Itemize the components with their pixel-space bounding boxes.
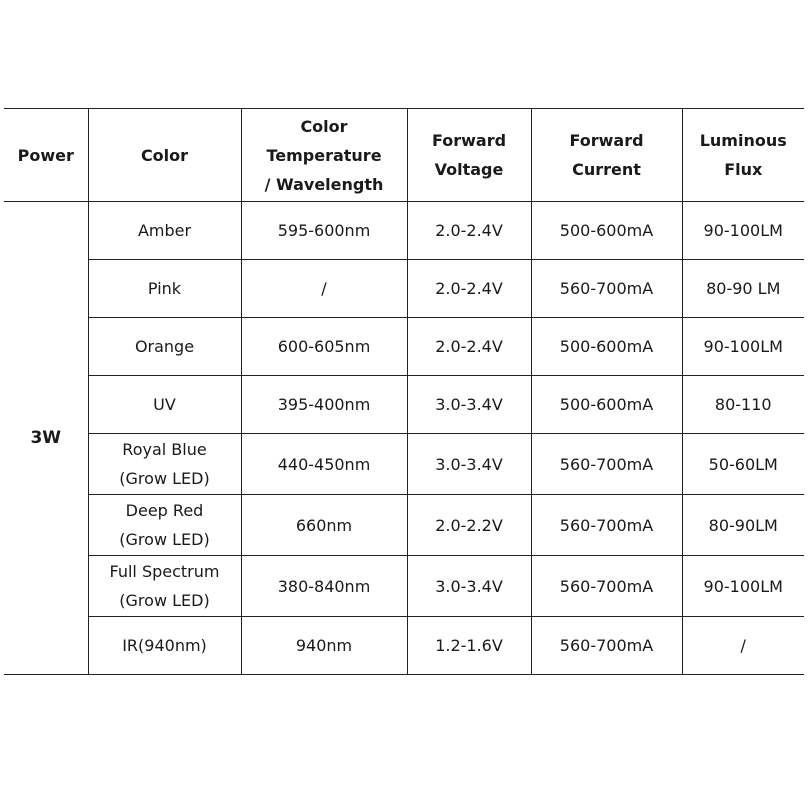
voltage-cell: 2.0-2.4V xyxy=(407,260,531,318)
header-current-line: Current xyxy=(572,160,641,179)
header-color: Color xyxy=(88,109,241,202)
current-cell: 500-600mA xyxy=(531,376,682,434)
current-cell: 560-700mA xyxy=(531,260,682,318)
flux-cell: / xyxy=(682,617,804,675)
color-cell xyxy=(88,495,241,556)
wavelength-cell: / xyxy=(241,260,407,318)
wavelength-cell: 380-840nm xyxy=(241,556,407,617)
current-cell: 560-700mA xyxy=(531,556,682,617)
header-row xyxy=(4,109,804,202)
color-cell xyxy=(88,556,241,617)
voltage-cell: 2.0-2.4V xyxy=(407,318,531,376)
voltage-cell: 2.0-2.4V xyxy=(407,202,531,260)
color-cell-line: IR(940nm) xyxy=(122,636,207,655)
current-cell: 500-600mA xyxy=(531,318,682,376)
color-cell xyxy=(88,260,241,318)
table-row xyxy=(4,556,804,617)
voltage-cell: 1.2-1.6V xyxy=(407,617,531,675)
flux-cell: 80-90LM xyxy=(682,495,804,556)
wavelength-cell: 660nm xyxy=(241,495,407,556)
voltage-cell: 3.0-3.4V xyxy=(407,434,531,495)
voltage-cell: 2.0-2.2V xyxy=(407,495,531,556)
color-cell-line: Royal Blue xyxy=(122,440,207,459)
header-temperature-line: Color xyxy=(300,116,348,136)
current-cell: 560-700mA xyxy=(531,434,682,495)
flux-cell: 90-100LM xyxy=(682,202,804,260)
color-cell-line: Orange xyxy=(134,337,195,356)
flux-cell: 80-90 LM xyxy=(682,260,804,318)
header-voltage-line: Forward xyxy=(431,131,507,150)
color-cell xyxy=(88,318,241,376)
header-voltage-line: Voltage xyxy=(434,160,504,179)
color-cell-line: (Grow LED) xyxy=(119,530,210,549)
power-cell: 3W xyxy=(4,202,88,675)
color-cell xyxy=(88,202,241,260)
header-temperature xyxy=(241,109,407,202)
color-cell-line: (Grow LED) xyxy=(119,591,210,610)
header-temperature-line: / Wavelength xyxy=(264,174,384,194)
color-cell xyxy=(88,376,241,434)
wavelength-cell: 440-450nm xyxy=(241,434,407,495)
table-row xyxy=(4,434,804,495)
color-cell-line: Pink xyxy=(147,279,182,298)
header-temperature-line: Temperature xyxy=(266,145,382,165)
table-row xyxy=(4,202,804,260)
header-current xyxy=(531,109,682,202)
led-spec-table xyxy=(4,108,804,675)
color-cell xyxy=(88,434,241,495)
wavelength-cell: 600-605nm xyxy=(241,318,407,376)
color-cell-line: Full Spectrum xyxy=(109,562,220,581)
header-current-line: Forward xyxy=(569,131,644,150)
header-flux-line: Flux xyxy=(724,160,763,179)
header-voltage xyxy=(407,109,531,202)
voltage-cell: 3.0-3.4V xyxy=(407,376,531,434)
current-cell: 500-600mA xyxy=(531,202,682,260)
table-row xyxy=(4,260,804,318)
current-cell: 560-700mA xyxy=(531,495,682,556)
wavelength-cell: 595-600nm xyxy=(241,202,407,260)
color-cell-line: Deep Red xyxy=(125,501,204,520)
table-body xyxy=(4,202,804,675)
color-cell-line: UV xyxy=(153,395,176,414)
color-cell-line: Amber xyxy=(137,221,192,240)
header-flux-line: Luminous xyxy=(699,131,787,150)
color-cell-line: (Grow LED) xyxy=(119,469,210,488)
header-flux xyxy=(682,109,804,202)
table-row xyxy=(4,318,804,376)
table-row xyxy=(4,495,804,556)
table-row xyxy=(4,376,804,434)
flux-cell: 80-110 xyxy=(682,376,804,434)
header-power: Power xyxy=(4,109,88,202)
color-cell xyxy=(88,617,241,675)
flux-cell: 90-100LM xyxy=(682,556,804,617)
wavelength-cell: 395-400nm xyxy=(241,376,407,434)
flux-cell: 90-100LM xyxy=(682,318,804,376)
table-row xyxy=(4,617,804,675)
current-cell: 560-700mA xyxy=(531,617,682,675)
flux-cell: 50-60LM xyxy=(682,434,804,495)
voltage-cell: 3.0-3.4V xyxy=(407,556,531,617)
wavelength-cell: 940nm xyxy=(241,617,407,675)
